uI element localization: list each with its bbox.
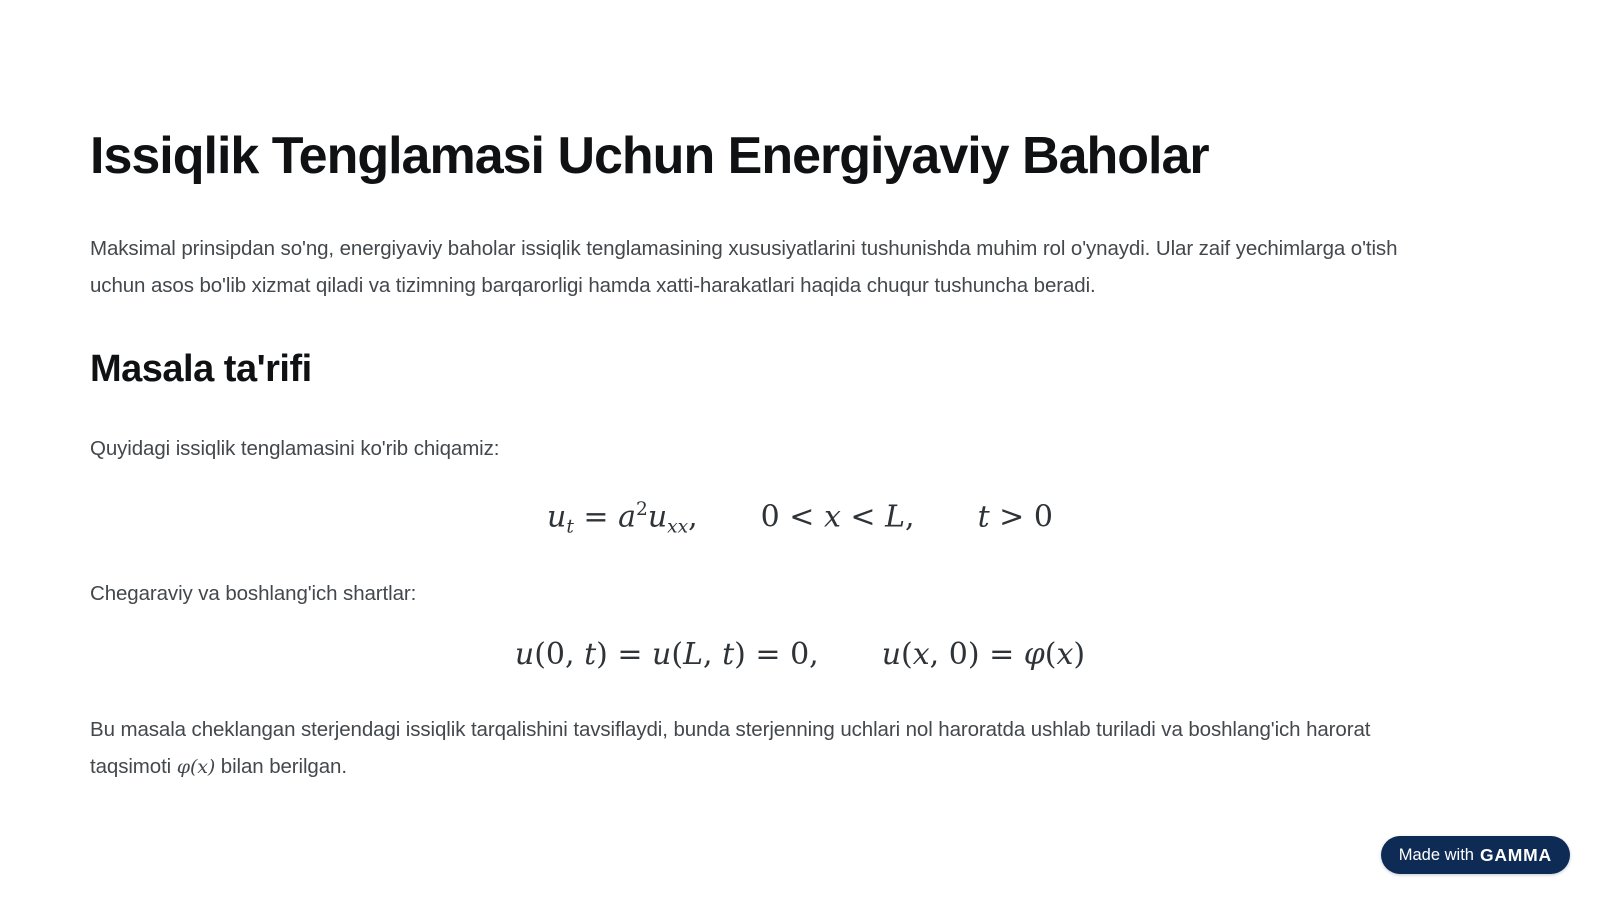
closing-line-1: Bu masala cheklangan sterjendagi issiqlik tarqalishini tavsiflaydi, bunda sterjenning uchlari nol haroratda ushlab turiladi va boshlang'ich harorat: [90, 718, 1371, 742]
lead-text: Quyidagi issiqlik tenglamasini ko'rib chiqamiz:: [90, 436, 500, 460]
heat-equation: ut = $a^2uxx$, 0 < x < L, t > 0: [547, 498, 1053, 538]
phi-inline-math: φ(x): [176, 756, 216, 779]
made-with-gamma-badge[interactable]: [1381, 836, 1570, 874]
conditions-text: Chegaraviy va boshlang'ich shartlar:: [90, 582, 417, 606]
closing-paragraph: [90, 711, 1510, 786]
closing-line-2-text: taqsimoti: [90, 755, 177, 779]
intro-line-2: uchun asos bo'lib xizmat qiladi va tizimning barqarorligi hamda xatti-harakatlari haqida chuqur tushuncha beradi.: [90, 274, 1096, 298]
page-title: Issiqlik Tenglamasi Uchun Energiyaviy Baholar: [90, 127, 1209, 185]
boundary-conditions-equation: u(0, t) = u(L, t) = 0, u(x, 0) = φ(x): [514, 637, 1086, 673]
intro-line-1: Maksimal prinsipdan so'ng, energiyaviy baholar issiqlik tenglamasining xususiyatlarini tushunishda muhim rol o'ynaydi. Ular zaif yechimlarga o'tish: [90, 237, 1398, 261]
intro-paragraph: [90, 230, 1510, 304]
badge-prefix: Made with: [1398, 845, 1474, 864]
section-heading: Masala ta'rifi: [90, 348, 312, 391]
gamma-logo: GAMMA: [1479, 844, 1552, 865]
closing-line-2: [90, 755, 347, 778]
closing-line-2-tail: bilan berilgan.: [215, 755, 347, 779]
